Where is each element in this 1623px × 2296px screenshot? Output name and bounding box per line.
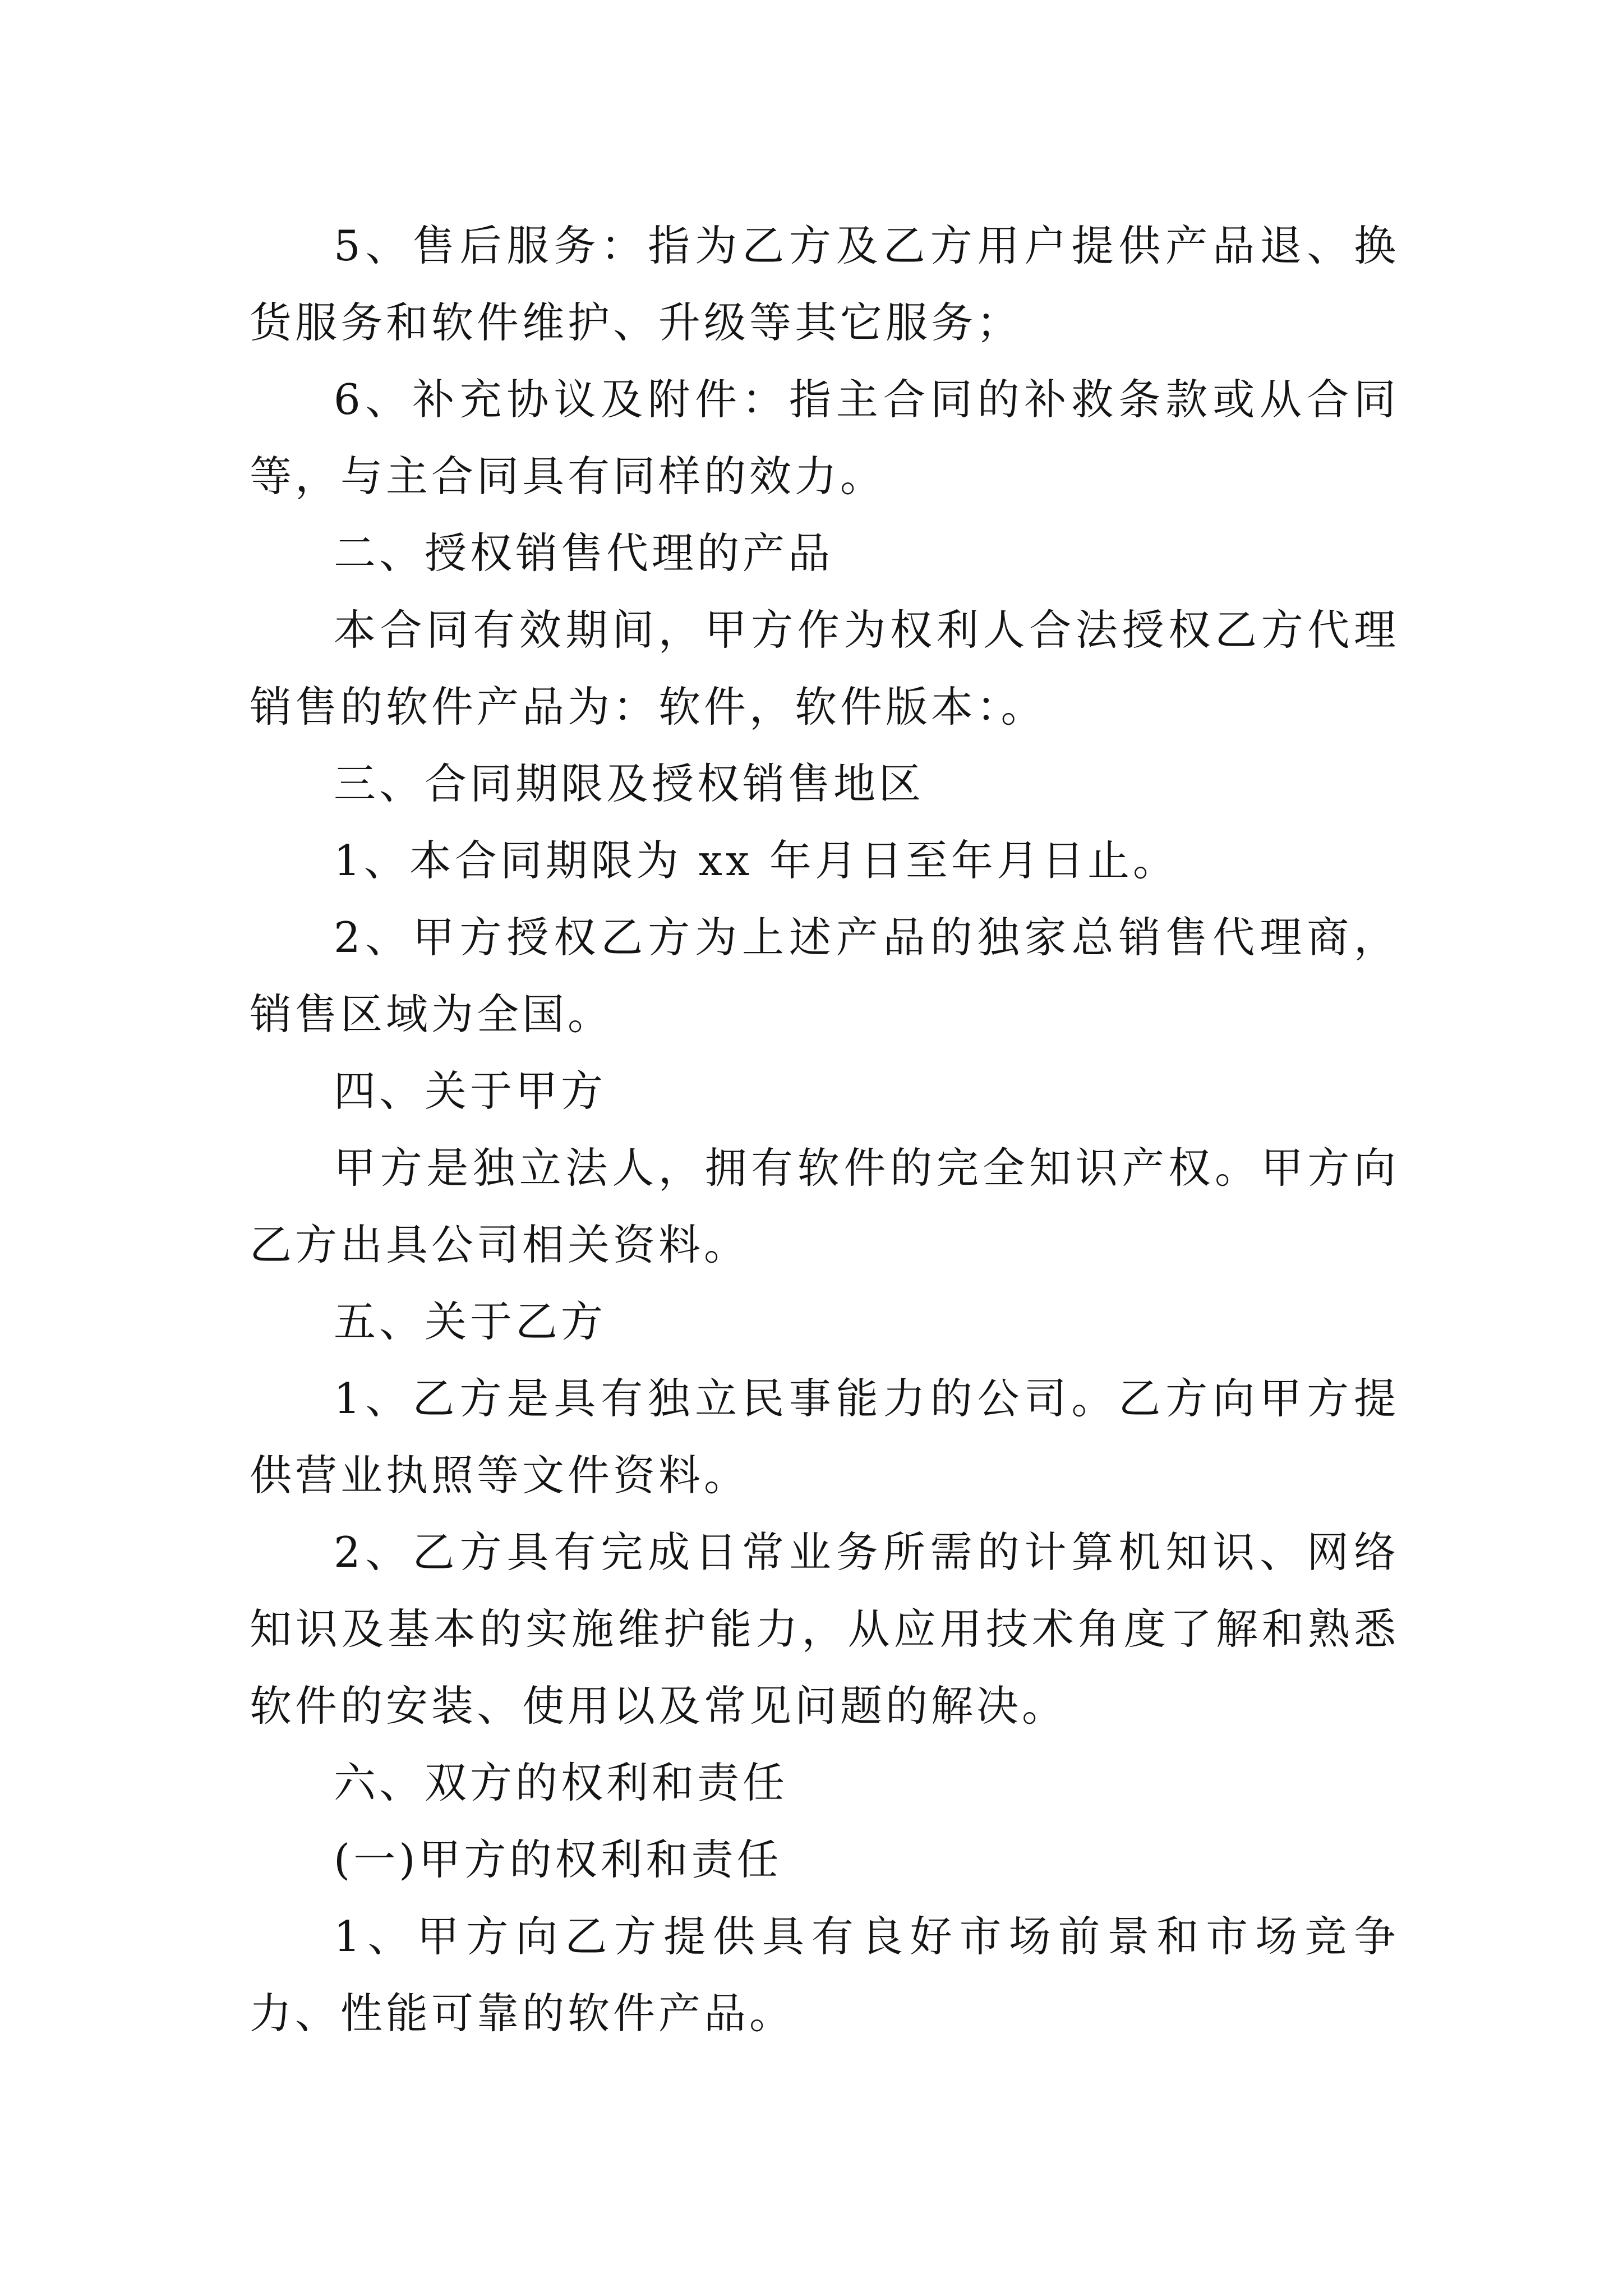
- section-heading-party-b: 五、关于乙方: [334, 1297, 607, 1346]
- paragraph-party-a-obligation-1: 1、甲方向乙方提供具有良好市场前景和市场竞争力、性能可靠的软件产品。: [250, 1912, 1399, 2038]
- paragraph-sales-territory: 2、甲方授权乙方为上述产品的独家总销售代理商，销售区域为全国。: [250, 913, 1399, 1039]
- subsection-heading-party-a-rights: (一)甲方的权利和责任: [334, 1835, 782, 1884]
- paragraph-authorized-products: 本合同有效期间，甲方作为权利人合法授权乙方代理销售的软件产品为：软件，软件版本：。: [250, 605, 1399, 731]
- paragraph-party-a-details: 甲方是独立法人，拥有软件的完全知识产权。甲方向乙方出具公司相关资料。: [250, 1143, 1399, 1269]
- section-heading-rights-and-obligations: 六、双方的权利和责任: [334, 1758, 789, 1807]
- section-heading-term-and-territory: 三、合同期限及授权销售地区: [334, 759, 925, 808]
- paragraph-party-b-company: 1、乙方是具有独立民事能力的公司。乙方向甲方提供营业执照等文件资料。: [250, 1374, 1399, 1500]
- paragraph-contract-term: 1、本合同期限为 xx 年月日至年月日止。: [334, 836, 1178, 885]
- section-heading-party-a: 四、关于甲方: [334, 1066, 607, 1116]
- section-heading-authorized-products: 二、授权销售代理的产品: [334, 528, 834, 578]
- paragraph-after-sales-service: 5、售后服务：指为乙方及乙方用户提供产品退、换货服务和软件维护、升级等其它服务；: [250, 221, 1399, 347]
- document-body: [250, 208, 1399, 2052]
- paragraph-party-b-capability: 2、乙方具有完成日常业务所需的计算机知识、网络知识及基本的实施维护能力，从应用技术角度了解和熟悉软件的安装、使用以及常见问题的解决。: [250, 1527, 1399, 1731]
- paragraph-supplementary-agreement: 6、补充协议及附件：指主合同的补救条款或从合同等，与主合同具有同样的效力。: [250, 375, 1399, 501]
